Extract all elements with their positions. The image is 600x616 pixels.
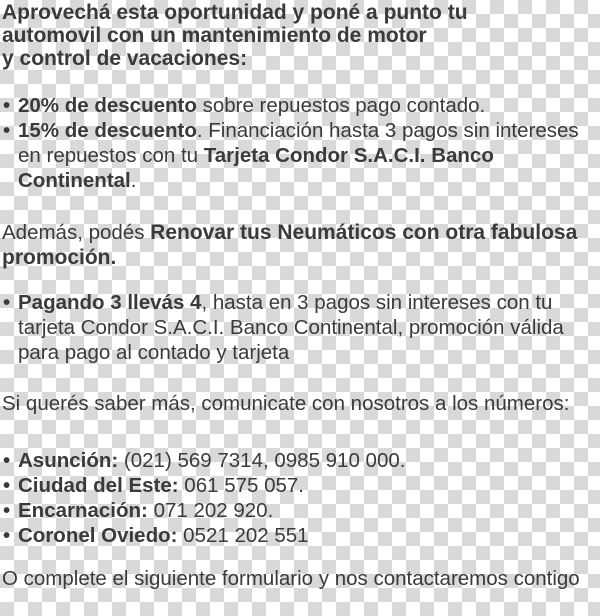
promo-text: , hasta en 3 pagos sin intereses con tu tarjeta [18, 291, 553, 339]
bullet-icon: • [3, 291, 11, 314]
intro-line: y control de vacaciones: [2, 47, 248, 70]
intro-line: automovil con un mantenimiento de motor [2, 24, 427, 47]
phone-numbers: 0521 202 551 [177, 524, 309, 547]
contact-intro: Si querés saber más, comunicate con nosotros a los números: [2, 392, 570, 415]
list-item [0, 523, 600, 548]
discount-text: sobre repuestos pago contado. [196, 94, 486, 117]
discount-title: 20% de descuento [18, 94, 197, 117]
city-label: Ciudad del Este: [18, 474, 179, 497]
card-name: Condor S.A.C.I. Banco Continental [80, 316, 398, 339]
phone-numbers: (021) 569 7314, 0985 910 000. [118, 449, 406, 472]
city-label: Encarnación: [18, 499, 148, 522]
phone-numbers: 061 575 057. [178, 474, 305, 497]
bullet-icon: • [3, 94, 11, 117]
intro-line: Aprovechá esta oportunidad y poné a punto tu [2, 1, 468, 24]
discount-text-end: . [130, 169, 137, 192]
phone-numbers: 071 202 920. [147, 499, 274, 522]
contact-list [0, 448, 600, 548]
promo-text-end: , promoción válida para pago al contado y tarjeta [18, 316, 564, 364]
form-note: O complete el siguiente formulario y nos contactaremos contigo [2, 567, 580, 590]
bullet-icon: • [3, 119, 11, 142]
list-item [0, 290, 600, 365]
discount-list [0, 93, 600, 193]
bullet-icon: • [3, 524, 11, 547]
bullet-icon: • [3, 474, 11, 497]
promo-title: Pagando 3 llevás 4 [18, 291, 202, 314]
bullet-icon: • [3, 449, 11, 472]
tire-promo-list [0, 290, 600, 365]
tires-highlight: Renovar tus Neumáticos con otra fabulosa promoción. [2, 221, 578, 269]
tires-prefix: Además, podés [2, 221, 151, 244]
list-item [0, 498, 600, 523]
card-name: Tarjeta Condor S.A.C.I. Banco Continental [18, 144, 494, 192]
list-item [0, 118, 600, 193]
list-item [0, 448, 600, 473]
city-label: Asunción: [18, 449, 119, 472]
intro-heading [2, 1, 598, 70]
list-item [0, 93, 600, 118]
discount-text: . Financiación hasta 3 pagos sin intereses en repuestos con tu [18, 119, 579, 167]
tires-paragraph [2, 220, 598, 270]
list-item [0, 473, 600, 498]
discount-title: 15% de descuento [18, 119, 197, 142]
bullet-icon: • [3, 499, 11, 522]
city-label: Coronel Oviedo: [18, 524, 178, 547]
